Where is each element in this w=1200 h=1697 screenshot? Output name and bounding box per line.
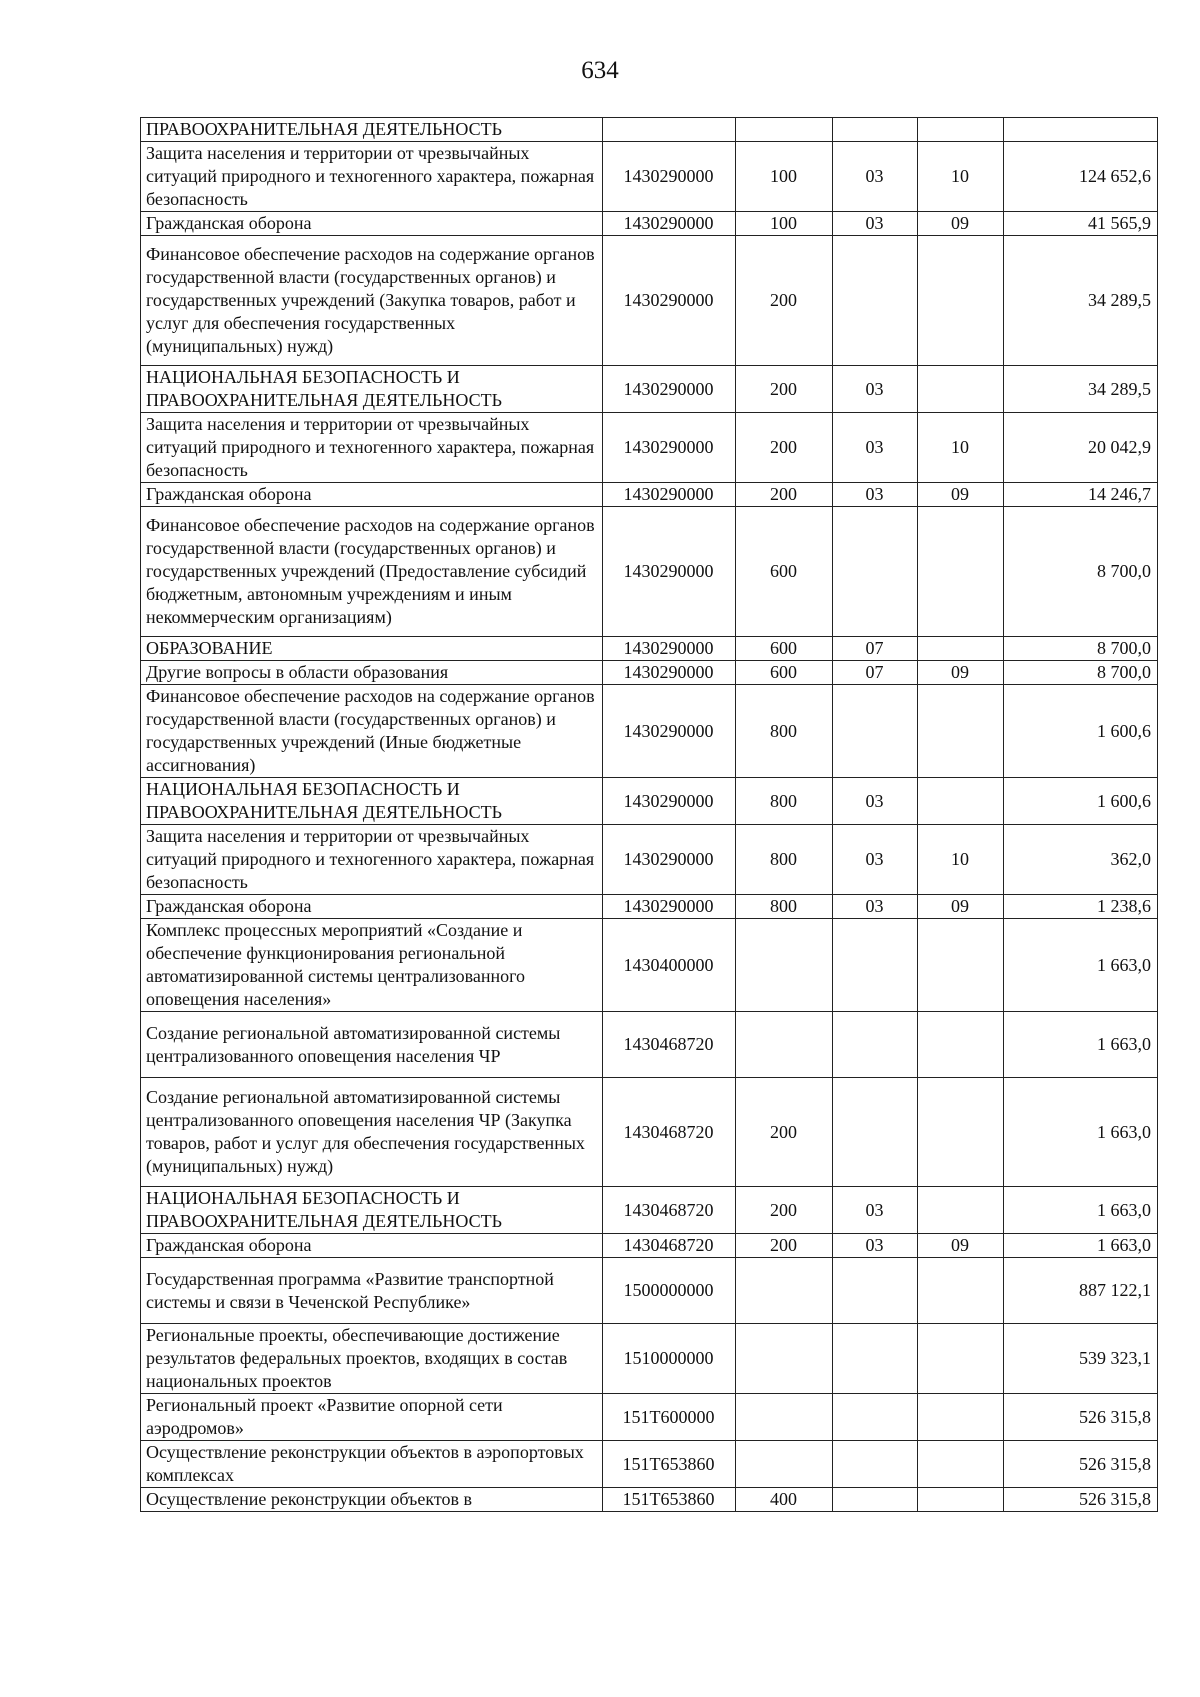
row-section-cell: 03: [833, 895, 918, 919]
table-row: [141, 895, 1158, 919]
row-expense-type-cell: 600: [736, 637, 833, 661]
table-row: [141, 1234, 1158, 1258]
row-amount-cell: 526 315,8: [1004, 1488, 1158, 1512]
row-section-cell: [833, 1012, 918, 1078]
row-amount-cell: 1 238,6: [1004, 895, 1158, 919]
row-amount-cell: 8 700,0: [1004, 637, 1158, 661]
row-code-cell: 1510000000: [603, 1324, 736, 1394]
row-expense-type-cell: [736, 1324, 833, 1394]
row-expense-type-cell: 800: [736, 895, 833, 919]
row-name-cell: ОБРАЗОВАНИЕ: [141, 637, 603, 661]
row-expense-type-cell: [736, 118, 833, 142]
row-section-cell: 03: [833, 483, 918, 507]
row-subsection-cell: 09: [918, 661, 1004, 685]
row-code-cell: 1430290000: [603, 366, 736, 413]
table-row: [141, 778, 1158, 825]
row-expense-type-cell: 400: [736, 1488, 833, 1512]
row-section-cell: 03: [833, 1187, 918, 1234]
row-section-cell: 03: [833, 778, 918, 825]
row-code-cell: 1430468720: [603, 1012, 736, 1078]
table-row: [141, 118, 1158, 142]
row-section-cell: 07: [833, 637, 918, 661]
row-subsection-cell: 10: [918, 142, 1004, 212]
row-name-cell: Региональный проект «Развитие опорной сети аэродромов»: [141, 1394, 603, 1441]
row-name-cell: Защита населения и территории от чрезвычайных ситуаций природного и техногенного характера, пожарная безопасность: [141, 142, 603, 212]
row-subsection-cell: [918, 118, 1004, 142]
row-expense-type-cell: 200: [736, 413, 833, 483]
row-code-cell: 1430290000: [603, 825, 736, 895]
row-subsection-cell: [918, 366, 1004, 413]
row-amount-cell: 124 652,6: [1004, 142, 1158, 212]
row-expense-type-cell: 100: [736, 212, 833, 236]
row-name-cell: Государственная программа «Развитие транспортной системы и связи в Чеченской Республике»: [141, 1258, 603, 1324]
table-row: [141, 825, 1158, 895]
row-expense-type-cell: 200: [736, 1078, 833, 1187]
row-expense-type-cell: 200: [736, 236, 833, 366]
row-code-cell: 151Т653860: [603, 1441, 736, 1488]
row-name-cell: НАЦИОНАЛЬНАЯ БЕЗОПАСНОСТЬ И ПРАВООХРАНИТЕЛЬНАЯ ДЕЯТЕЛЬНОСТЬ: [141, 366, 603, 413]
table-row: [141, 366, 1158, 413]
row-code-cell: 1430290000: [603, 142, 736, 212]
row-expense-type-cell: 200: [736, 366, 833, 413]
row-expense-type-cell: [736, 1394, 833, 1441]
row-section-cell: 03: [833, 413, 918, 483]
row-expense-type-cell: [736, 919, 833, 1012]
row-section-cell: 03: [833, 1234, 918, 1258]
row-section-cell: [833, 919, 918, 1012]
row-expense-type-cell: 800: [736, 685, 833, 778]
row-name-cell: Финансовое обеспечение расходов на содержание органов государственной власти (государственных органов) и государственных учреждений (Иные бюджетные ассигнования): [141, 685, 603, 778]
row-amount-cell: 1 663,0: [1004, 1078, 1158, 1187]
row-code-cell: 1430468720: [603, 1078, 736, 1187]
row-code-cell: 1430468720: [603, 1187, 736, 1234]
row-subsection-cell: 09: [918, 212, 1004, 236]
table-row: [141, 483, 1158, 507]
row-subsection-cell: [918, 1012, 1004, 1078]
row-code-cell: 1430400000: [603, 919, 736, 1012]
row-name-cell: Другие вопросы в области образования: [141, 661, 603, 685]
row-subsection-cell: [918, 1441, 1004, 1488]
row-subsection-cell: [918, 236, 1004, 366]
row-name-cell: НАЦИОНАЛЬНАЯ БЕЗОПАСНОСТЬ И ПРАВООХРАНИТЕЛЬНАЯ ДЕЯТЕЛЬНОСТЬ: [141, 778, 603, 825]
row-amount-cell: [1004, 118, 1158, 142]
row-expense-type-cell: 200: [736, 1234, 833, 1258]
row-section-cell: [833, 1394, 918, 1441]
row-amount-cell: 526 315,8: [1004, 1394, 1158, 1441]
row-code-cell: 1500000000: [603, 1258, 736, 1324]
row-subsection-cell: [918, 637, 1004, 661]
row-code-cell: 1430290000: [603, 895, 736, 919]
row-subsection-cell: [918, 1394, 1004, 1441]
row-code-cell: 1430290000: [603, 685, 736, 778]
table-row: [141, 142, 1158, 212]
row-code-cell: 1430468720: [603, 1234, 736, 1258]
row-amount-cell: 41 565,9: [1004, 212, 1158, 236]
row-amount-cell: 34 289,5: [1004, 236, 1158, 366]
table-row: [141, 236, 1158, 366]
row-section-cell: 03: [833, 212, 918, 236]
budget-table-body: [141, 118, 1158, 1512]
row-code-cell: 1430290000: [603, 483, 736, 507]
row-amount-cell: 1 600,6: [1004, 778, 1158, 825]
budget-table: [140, 117, 1158, 1512]
table-row: [141, 1441, 1158, 1488]
row-subsection-cell: 09: [918, 895, 1004, 919]
page-number: 634: [581, 57, 619, 84]
row-expense-type-cell: 800: [736, 825, 833, 895]
row-section-cell: 03: [833, 142, 918, 212]
row-name-cell: Комплекс процессных мероприятий «Создание и обеспечение функционирования региональной автоматизированной системы централизованного оповещения населения»: [141, 919, 603, 1012]
row-code-cell: [603, 118, 736, 142]
row-amount-cell: 1 663,0: [1004, 919, 1158, 1012]
table-row: [141, 413, 1158, 483]
row-name-cell: Финансовое обеспечение расходов на содержание органов государственной власти (государственных органов) и государственных учреждений (Предоставление субсидий бюджетным, автономным учреждениям и иным некоммерческим организациям): [141, 507, 603, 637]
row-amount-cell: 1 600,6: [1004, 685, 1158, 778]
row-subsection-cell: 09: [918, 483, 1004, 507]
row-section-cell: [833, 685, 918, 778]
row-name-cell: Гражданская оборона: [141, 1234, 603, 1258]
row-code-cell: 1430290000: [603, 236, 736, 366]
row-expense-type-cell: [736, 1441, 833, 1488]
table-row: [141, 685, 1158, 778]
row-code-cell: 1430290000: [603, 507, 736, 637]
row-name-cell: Гражданская оборона: [141, 895, 603, 919]
row-name-cell: Гражданская оборона: [141, 212, 603, 236]
row-code-cell: 151Т600000: [603, 1394, 736, 1441]
row-name-cell: Создание региональной автоматизированной системы централизованного оповещения населения ЧР: [141, 1012, 603, 1078]
row-amount-cell: 539 323,1: [1004, 1324, 1158, 1394]
row-section-cell: [833, 1488, 918, 1512]
row-section-cell: [833, 1258, 918, 1324]
row-subsection-cell: 10: [918, 413, 1004, 483]
row-section-cell: 03: [833, 825, 918, 895]
table-row: [141, 1012, 1158, 1078]
row-section-cell: [833, 507, 918, 637]
row-subsection-cell: [918, 778, 1004, 825]
row-expense-type-cell: 800: [736, 778, 833, 825]
row-section-cell: 07: [833, 661, 918, 685]
row-name-cell: Финансовое обеспечение расходов на содержание органов государственной власти (государственных органов) и государственных учреждений (Закупка товаров, работ и услуг для обеспечения государственных (муниципальных) нужд): [141, 236, 603, 366]
row-subsection-cell: [918, 685, 1004, 778]
row-subsection-cell: 10: [918, 825, 1004, 895]
row-section-cell: 03: [833, 366, 918, 413]
row-subsection-cell: [918, 919, 1004, 1012]
row-name-cell: Региональные проекты, обеспечивающие достижение результатов федеральных проектов, входящих в состав национальных проектов: [141, 1324, 603, 1394]
row-name-cell: Осуществление реконструкции объектов в аэропортовых комплексах: [141, 1441, 603, 1488]
row-code-cell: 151Т653860: [603, 1488, 736, 1512]
row-name-cell: ПРАВООХРАНИТЕЛЬНАЯ ДЕЯТЕЛЬНОСТЬ: [141, 118, 603, 142]
table-row: [141, 919, 1158, 1012]
row-amount-cell: 526 315,8: [1004, 1441, 1158, 1488]
row-name-cell: НАЦИОНАЛЬНАЯ БЕЗОПАСНОСТЬ И ПРАВООХРАНИТЕЛЬНАЯ ДЕЯТЕЛЬНОСТЬ: [141, 1187, 603, 1234]
row-code-cell: 1430290000: [603, 212, 736, 236]
table-row: [141, 1324, 1158, 1394]
row-name-cell: Защита населения и территории от чрезвычайных ситуаций природного и техногенного характера, пожарная безопасность: [141, 413, 603, 483]
row-section-cell: [833, 118, 918, 142]
row-subsection-cell: [918, 1324, 1004, 1394]
row-subsection-cell: [918, 507, 1004, 637]
table-row: [141, 1187, 1158, 1234]
row-amount-cell: 20 042,9: [1004, 413, 1158, 483]
table-row: [141, 1394, 1158, 1441]
row-section-cell: [833, 1078, 918, 1187]
row-amount-cell: 362,0: [1004, 825, 1158, 895]
row-name-cell: Защита населения и территории от чрезвычайных ситуаций природного и техногенного характера, пожарная безопасность: [141, 825, 603, 895]
row-section-cell: [833, 236, 918, 366]
row-subsection-cell: [918, 1258, 1004, 1324]
row-expense-type-cell: 600: [736, 507, 833, 637]
row-name-cell: Создание региональной автоматизированной системы централизованного оповещения населения ЧР (Закупка товаров, работ и услуг для обеспечения государственных (муниципальных) нужд): [141, 1078, 603, 1187]
row-amount-cell: 1 663,0: [1004, 1187, 1158, 1234]
row-subsection-cell: [918, 1488, 1004, 1512]
row-name-cell: Гражданская оборона: [141, 483, 603, 507]
row-expense-type-cell: 600: [736, 661, 833, 685]
row-expense-type-cell: 100: [736, 142, 833, 212]
row-expense-type-cell: [736, 1258, 833, 1324]
table-row: [141, 1258, 1158, 1324]
row-expense-type-cell: 200: [736, 483, 833, 507]
table-row: [141, 1078, 1158, 1187]
row-amount-cell: 14 246,7: [1004, 483, 1158, 507]
row-code-cell: 1430290000: [603, 637, 736, 661]
row-amount-cell: 34 289,5: [1004, 366, 1158, 413]
row-section-cell: [833, 1441, 918, 1488]
row-subsection-cell: [918, 1078, 1004, 1187]
table-row: [141, 661, 1158, 685]
row-expense-type-cell: 200: [736, 1187, 833, 1234]
row-amount-cell: 8 700,0: [1004, 507, 1158, 637]
row-name-cell: Осуществление реконструкции объектов в: [141, 1488, 603, 1512]
row-code-cell: 1430290000: [603, 778, 736, 825]
row-amount-cell: 8 700,0: [1004, 661, 1158, 685]
row-subsection-cell: 09: [918, 1234, 1004, 1258]
row-expense-type-cell: [736, 1012, 833, 1078]
row-subsection-cell: [918, 1187, 1004, 1234]
table-row: [141, 507, 1158, 637]
table-row: [141, 212, 1158, 236]
table-row: [141, 1488, 1158, 1512]
row-section-cell: [833, 1324, 918, 1394]
row-amount-cell: 1 663,0: [1004, 1234, 1158, 1258]
row-code-cell: 1430290000: [603, 661, 736, 685]
row-amount-cell: 887 122,1: [1004, 1258, 1158, 1324]
row-amount-cell: 1 663,0: [1004, 1012, 1158, 1078]
row-code-cell: 1430290000: [603, 413, 736, 483]
table-row: [141, 637, 1158, 661]
